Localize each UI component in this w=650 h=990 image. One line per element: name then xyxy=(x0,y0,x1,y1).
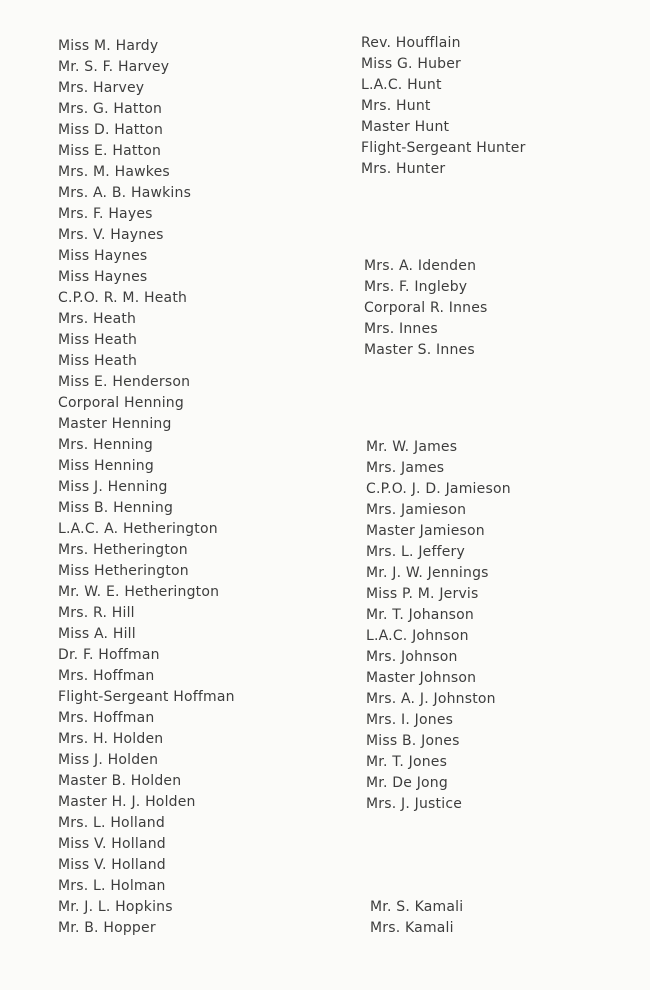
name-entry: Flight-Sergeant Hunter xyxy=(361,140,526,156)
name-entry: Miss V. Holland xyxy=(58,857,166,873)
name-entry: Miss V. Holland xyxy=(58,836,166,852)
name-entry: Mrs. Kamali xyxy=(370,920,454,936)
name-entry: Mr. S. Kamali xyxy=(370,899,464,915)
name-entry: Miss E. Henderson xyxy=(58,374,191,390)
name-entry: Mrs. L. Holman xyxy=(58,878,166,894)
name-entry: Mrs. H. Holden xyxy=(58,731,164,747)
name-entry: Flight-Sergeant Hoffman xyxy=(58,689,235,705)
name-entry: Master H. J. Holden xyxy=(58,794,196,810)
name-entry: Mrs. G. Hatton xyxy=(58,101,163,117)
left-name-column xyxy=(58,36,235,939)
name-entry: Mrs. Johnson xyxy=(366,649,458,665)
name-entry: Mr. S. F. Harvey xyxy=(58,59,170,75)
name-entry: Mrs. M. Hawkes xyxy=(58,164,170,180)
name-entry: Miss P. M. Jervis xyxy=(366,586,479,602)
name-entry: Mrs. Jamieson xyxy=(366,502,467,518)
name-entry: Mrs. L. Jeffery xyxy=(366,544,465,560)
name-entry: Mr. W. James xyxy=(366,439,458,455)
name-entry: Mr. J. L. Hopkins xyxy=(58,899,173,915)
name-entry: Mrs. A. B. Hawkins xyxy=(58,185,192,201)
right-group-j xyxy=(366,437,511,815)
name-entry: Mrs. Harvey xyxy=(58,80,145,96)
name-entry: Mrs. J. Justice xyxy=(366,796,463,812)
right-group-k xyxy=(370,897,463,939)
name-entry: Mrs. A. J. Johnston xyxy=(366,691,496,707)
name-entry: Mr. T. Johanson xyxy=(366,607,474,623)
name-entry: Mrs. F. Ingleby xyxy=(364,279,468,295)
name-entry: Corporal R. Innes xyxy=(364,300,488,316)
name-entry: Master Jamieson xyxy=(366,523,485,539)
name-entry: Miss M. Hardy xyxy=(58,38,159,54)
name-entry: Miss Heath xyxy=(58,332,138,348)
name-entry: L.A.C. Johnson xyxy=(366,628,469,644)
name-entry: Mr. J. W. Jennings xyxy=(366,565,489,581)
name-entry: Rev. Houfflain xyxy=(361,35,461,51)
name-entry: Mrs. I. Jones xyxy=(366,712,454,728)
name-entry: Master S. Innes xyxy=(364,342,475,358)
name-entry: Mr. T. Jones xyxy=(366,754,448,770)
name-entry: Mr. B. Hopper xyxy=(58,920,156,936)
name-entry: Miss Henning xyxy=(58,458,154,474)
name-entry: Miss B. Henning xyxy=(58,500,174,516)
name-entry: Master Henning xyxy=(58,416,172,432)
name-entry: Mrs. Hunter xyxy=(361,161,446,177)
name-entry: Mrs. Hoffman xyxy=(58,710,155,726)
name-entry: Miss J. Henning xyxy=(58,479,168,495)
name-entry: Miss E. Hatton xyxy=(58,143,162,159)
name-entry: Mr. De Jong xyxy=(366,775,448,791)
name-entry: Mrs. James xyxy=(366,460,445,476)
name-entry: Mrs. Heath xyxy=(58,311,137,327)
name-entry: Miss G. Huber xyxy=(361,56,462,72)
name-entry: Miss A. Hill xyxy=(58,626,136,642)
name-entry: Mrs. A. Idenden xyxy=(364,258,477,274)
name-entry: Mrs. Henning xyxy=(58,437,153,453)
name-entry: Mrs. R. Hill xyxy=(58,605,135,621)
name-entry: Dr. F. Hoffman xyxy=(58,647,160,663)
name-entry: Mrs. F. Hayes xyxy=(58,206,153,222)
name-entry: Master Hunt xyxy=(361,119,450,135)
name-entry: Mrs. Hetherington xyxy=(58,542,188,558)
name-entry: Corporal Henning xyxy=(58,395,184,411)
name-entry: Mrs. Innes xyxy=(364,321,438,337)
name-entry: Miss D. Hatton xyxy=(58,122,164,138)
name-entry: Miss Haynes xyxy=(58,269,148,285)
name-entry: Miss B. Jones xyxy=(366,733,460,749)
name-entry: L.A.C. A. Hetherington xyxy=(58,521,218,537)
name-entry: Miss Haynes xyxy=(58,248,148,264)
name-entry: Master Johnson xyxy=(366,670,477,686)
name-entry: Miss Heath xyxy=(58,353,138,369)
name-entry: L.A.C. Hunt xyxy=(361,77,442,93)
name-entry: Master B. Holden xyxy=(58,773,182,789)
name-entry: Mrs. Hunt xyxy=(361,98,431,114)
name-entry: Miss J. Holden xyxy=(58,752,159,768)
name-entry: Mrs. Hoffman xyxy=(58,668,155,684)
name-entry: Miss Hetherington xyxy=(58,563,189,579)
name-entry: C.P.O. J. D. Jamieson xyxy=(366,481,511,497)
name-entry: C.P.O. R. M. Heath xyxy=(58,290,188,306)
name-entry: Mrs. L. Holland xyxy=(58,815,165,831)
right-group-i xyxy=(364,256,488,361)
name-entry: Mr. W. E. Hetherington xyxy=(58,584,220,600)
right-group-h xyxy=(361,33,526,180)
name-entry: Mrs. V. Haynes xyxy=(58,227,164,243)
